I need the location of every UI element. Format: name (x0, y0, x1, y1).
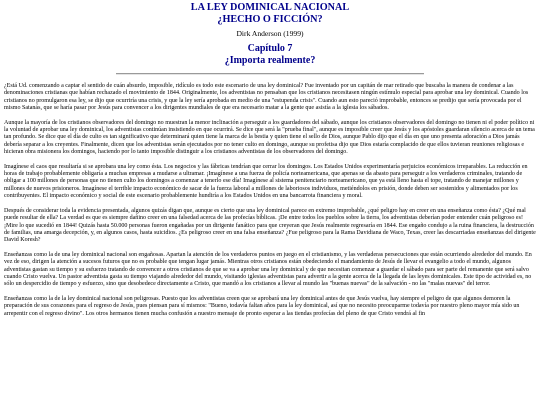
book-title-line-1: LA LEY DOMINICAL NACIONAL (190, 2, 350, 13)
chapter-title: ¿Importa realmente? (224, 54, 316, 66)
paragraph-4: Después de considerar toda la evidencia presentada, algunos quizás digan que, aunque es cierto que una ley dominical parece en extremo improbable, ¿qué peligro hay en creer en una enseñanza como ésta? ¿Qué mal puede resultar de ella? La verdad es que es siempre dañino creer en una falsedad acerca de las profecías bíblicas. ¡De entre todos los pueblos sobre la tierra, los adventistas deberían poder entender cuán peligroso es! ¡Mire lo que sucedió en 1844! Quizás hasta 50.000 personas fueron engañadas por un dirigente fanático para que creyeran que Jesús realmente regresaría en 1844. Ese engaño condujo a la ruina financiera, la destrucción de familias, una amarga decepción, y, en algunos casos, hasta suicidios. ¿Es peligroso creer en una falsa enseñanza? ¿Fue peligroso para la Rama Davidiana de Waco, Texas, creer las descarriadas enseñanzas del dirigente David Koresh? (4, 207, 536, 244)
document-header (4, 2, 536, 66)
paragraph-2: Aunque la mayoría de los cristianos observadores del domingo no muestran la menor inclinación a perseguir a los guardadores del sábado, aunque los cristianos observadores del domingo no tienen ni el poder político ni la voluntad de aprobar una ley dominical, los adventistas continúan insistiendo en que ocurrirá. Se dice que será la "prueba final", aunque es imposible creer que Jesús y los apóstoles guardaran silencio acerca de un tema tan profundo. Se dice que el día de culto es tan significativo que determinará quien tiene la marca de la bestia y quien tiene el sello de Dios, aunque Pablo dijo que el día en que uno presenta adoración a Dios jamás debería separar a los creyentes. Finalmente, dicen que los adventistas serán ejecutados por no tener culto en domingo, aunque su profetisa dijo que Dios estaría complacido de que ellos tuvieran reuniones religiosas e hicieran obra misionera los domingos, haciendo por lo tanto imposible distinguir a los cristianos adventistas de los observadores del domingo. (4, 119, 535, 156)
header-divider (116, 73, 425, 75)
paragraph-3: Imagínese el caos que resultaría si se aprobara una ley como ésta. Los negocios y las fábricas tendrían que cerrar los domingos. Los Estados Unidos experimentaría perjuicios económicos irreparables. La reducción en horas de trabajo probablemente obligaría a muchas empresas a mudarse a ultramar. ¡Imagínese a una fuerza de policía norteamericana, que apenas se da abasto para perseguir a los verdaderos criminales, tratando de obligar a 100 millones de personas que no tienen culto los domingos a comenzar a tenerlo ese día! Imagínese al sistema penitenciario norteamericano, que ya está lleno hasta el tope, tratando de manejar millones y millones de nuevos prisioneros. Imagínese el terrible impacto económico de sacar de la fuerza laboral a millones de laboriosos individuos, metiéndolos en prisión, donde deben ser sostenidos y alimentados por los contribuyentes. El impacto económico y social de este escenario probablemente hundiría a los Estados Unidos en una bancarrota financiera y moral. (4, 163, 528, 200)
book-title-line-2: ¿HECHO O FICCIÓN? (217, 13, 323, 25)
paragraph-6: Enseñanzas como la de la ley dominical nacional son peligrosas. Puesto que los adventistas creen que se aprobará una ley dominical antes de que Jesús vuelva, hay siempre el peligro de que algunos demoren la preparación de sus corazones para el regreso de Jesús, pues piensan para sí mismos: "Bueno, todavía faltan años para la ley dominical, así que no necesito preocuparme todavía por nuestro pleno mayor mía sido un arrepentir con el regreso divino". Los otros hermanos tienen mucha confusión a nuestro mensaje de pronto esperar a las tiendas profecías del pleno de que Cristo vendrá al fin (4, 295, 520, 317)
paragraph-5: Enseñanzas como la de una ley dominical nacional son engañosas. Apartan la atención de los verdaderos puntos en juego en el cristianismo, y las verdaderas persecuciones que están ocurriendo alrededor del mundo. En vez de eso, dirigen la atención a sucesos futuros que no es probable que tengan lugar jamás. Mientras otros cristianos están obedeciendo el mandamiento de Jesús de llevar el evangelio a todo el mundo, algunos adventistas gastan su tiempo y su esfuerzo tratando de convencer a otros cristianos de que se va a aprobar una ley dominical y de que necesitan comenzar a guardar el sábado para ser parte del remanente que será salvo cuando Cristo vuelva. Un pastor adventista gasta su tiempo viajando alrededor del mundo, visitando iglesias adventistas para advertir a la gente acerca de la llegada de las leyes dominicales. Este tipo de actividad es, no sólo un despercidio de tiempo y esfuerzo, sino que desobedece directamente a Cristo, que mandó a los cristianos a llevar al mundo las "buenas nuevas" de la salvación - no las "malas nuevas" del terror. (4, 251, 532, 288)
chapter-body (4, 83, 536, 318)
chapter-number: Capítulo 7 (247, 43, 293, 54)
paragraph-1: ¿Está Ud. comenzando a captar el sentido de cuán absurdo, imposible, ridículo es todo este escenario de una ley dominical? Fue inventado por un capitán de mar retirado que buscaba la manera de condenar a las denominaciones cristianas que habían rechazado el movimiento de 1844. Originalmente, los adventistas no pensaban que los cristianos necesitasen ningún estímulo especial para aprobar una ley dominical. Cuando los cristianos no promulgaron esa ley, se dijo que ocurriría una crisis, y que la ley sería aprobada en medio de una "estupenda crisis". Cuando aun esto pareció improbable, entonces se predijo que sería provocada por el mismo Satanás, que se haría pasar por Jesús para convencer a los dirigentes mundiales de que era necesario matar a la gente que asistía a la iglesia los sábados. (4, 83, 529, 112)
author-line: Dirk Anderson (1999) (236, 29, 304, 38)
